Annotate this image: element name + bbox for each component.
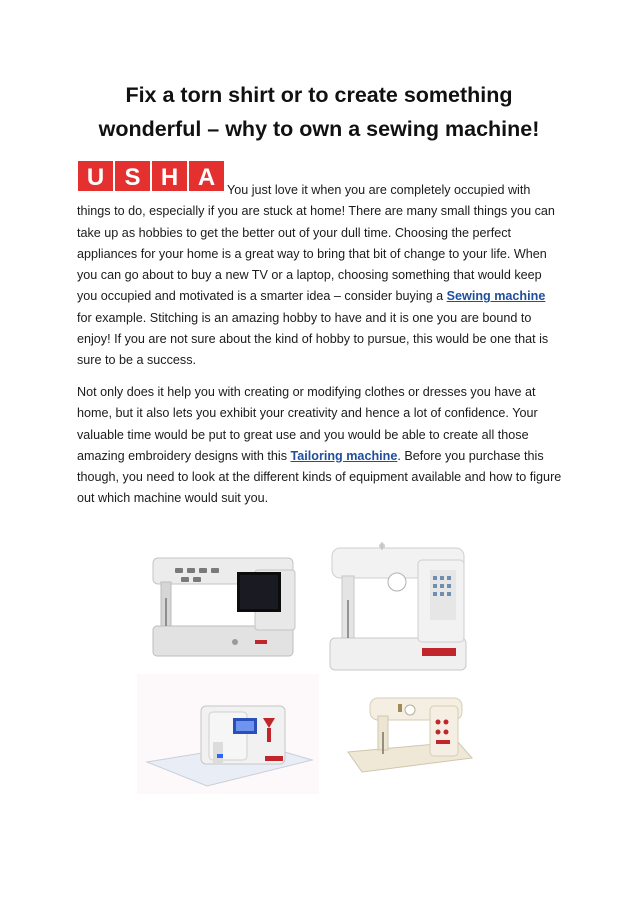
page-title: [60, 78, 578, 146]
logo-letter: A: [197, 164, 216, 191]
tailoring-machine-link[interactable]: Tailoring machine: [290, 448, 398, 463]
sewing-machine-image-1: [145, 548, 307, 663]
logo-letter: U: [86, 164, 105, 191]
intro-text-cont: for example. Stitching is an amazing hobby to have and it is one you are bound to enjoy! If you are not sure about the kind of hobby to pursue, this would be one that is sure to be a success.: [77, 310, 549, 368]
sewing-machine-image-4: [340, 688, 476, 783]
intro-paragraph: [77, 180, 563, 372]
second-paragraph: [77, 382, 563, 510]
logo-letter: H: [160, 164, 179, 191]
intro-text: You just love it when you are completely occupied with things to do, especially if you are stuck at home! There are many small things you can take up as hobbies to get the better out of your dull time. Choosing the perfect appliances for your home is a great way to bring that bit of change to your life. When you can go about to buy a new TV or a laptop, choosing something that would keep you occupied and motivated is a smarter idea – consider buying a: [77, 183, 555, 304]
sewing-machine-link[interactable]: Sewing machine: [446, 289, 546, 304]
second-text-cont: . Before you purchase this though, you need to look at the different kinds of equipment available and how to figure out which machine would suit you.: [77, 448, 562, 506]
title-line-2: wonderful – why to own a sewing machine!: [98, 117, 540, 141]
logo-letter: S: [124, 164, 141, 191]
sewing-machine-image-2: [322, 540, 472, 675]
second-text: Not only does it help you with creating or modifying clothes or dresses you have at home, but it also lets you exhibit your creativity and hence a lot of confidence. Your valuable time would be put to great use and you would be able to create all those amazing embroidery designs with this: [77, 385, 538, 463]
title-line-1: Fix a torn shirt or to create something: [125, 83, 513, 107]
sewing-machine-image-3: [137, 674, 319, 794]
